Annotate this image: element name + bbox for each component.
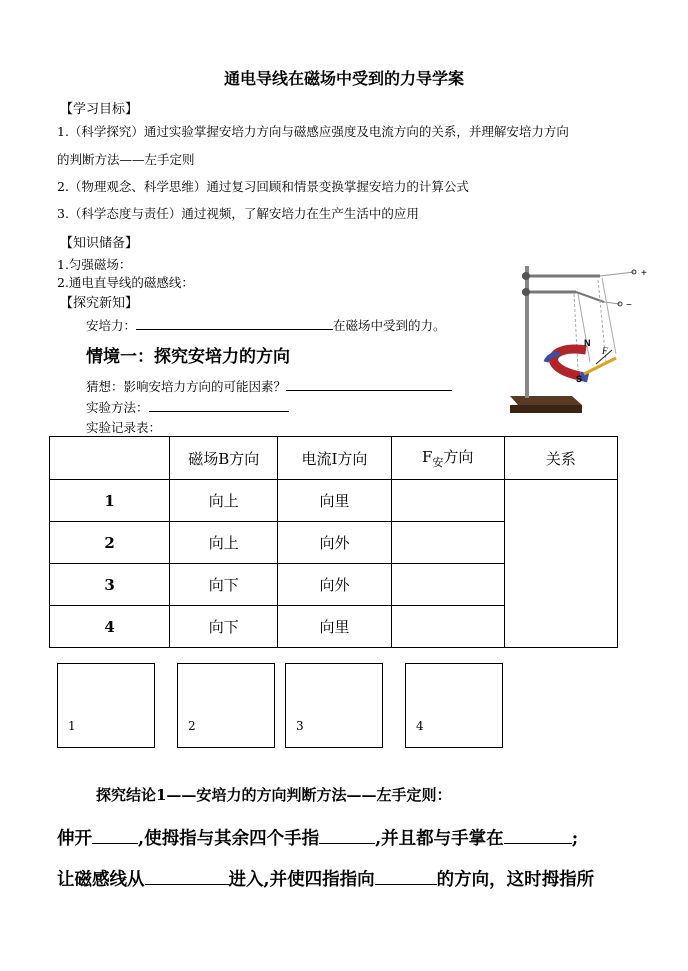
- row-f-blank[interactable]: [391, 480, 504, 522]
- table-row: [50, 480, 618, 522]
- row-f-blank[interactable]: [391, 564, 504, 606]
- record-table: [49, 436, 618, 648]
- header-f: [391, 437, 504, 480]
- row-f-blank[interactable]: [391, 522, 504, 564]
- stand-rod: [525, 266, 529, 398]
- knowledge-item-1: 1.匀强磁场：: [57, 257, 132, 272]
- ampere-blank[interactable]: [136, 317, 333, 330]
- header-f-tail: 方向: [443, 448, 474, 466]
- objective-3: 3.（科学态度与责任）通过视频，了解安培力在生产生活中的应用: [57, 206, 419, 221]
- base-front: [510, 405, 582, 413]
- box-label: 4: [416, 719, 424, 733]
- minus-label: −: [626, 300, 632, 311]
- method-line: [86, 398, 289, 416]
- header-i: 电流I方向: [278, 437, 391, 480]
- conclusion-line-2: [57, 866, 594, 891]
- drawing-box-4[interactable]: [405, 663, 503, 748]
- relation-blank[interactable]: [504, 480, 617, 648]
- row-number: 4: [50, 606, 170, 648]
- ampere-prefix: 安培力：: [86, 318, 137, 333]
- plus-label: +: [641, 268, 647, 279]
- box-label: 1: [68, 719, 76, 733]
- guess-blank[interactable]: [286, 378, 452, 391]
- row-number: 1: [50, 480, 170, 522]
- table-header-row: [50, 437, 618, 480]
- ampere-definition: [86, 316, 446, 334]
- knowledge-header: 【知识储备】: [60, 236, 139, 251]
- row-number: 3: [50, 564, 170, 606]
- l2-text-a: 让磁感线从: [57, 870, 145, 890]
- l1-text-a: 伸开: [57, 829, 92, 849]
- header-relation: 关系: [504, 437, 617, 480]
- ampere-suffix: 在磁场中受到的力。: [333, 318, 446, 333]
- guess-label: 猜想：影响安培力方向的可能因素？: [86, 379, 287, 394]
- l1-text-d: ;: [571, 829, 579, 849]
- row-i: 向外: [278, 564, 391, 606]
- header-f-main: F: [421, 448, 433, 466]
- row-i: 向里: [278, 480, 391, 522]
- knowledge-item-2: 2.通电直导线的磁感线：: [57, 275, 194, 290]
- page-title: 通电导线在磁场中受到的力导学案: [223, 69, 464, 88]
- l1-blank-3[interactable]: [504, 827, 572, 844]
- drawing-box-1[interactable]: [57, 663, 155, 748]
- l1-blank-2[interactable]: [319, 827, 375, 844]
- base-top: [510, 396, 582, 405]
- row-b: 向下: [170, 606, 278, 648]
- row-b: 向上: [170, 522, 278, 564]
- clamp-2: [522, 288, 530, 296]
- l1-text-c: ,并且都与手掌在: [375, 829, 504, 849]
- record-label: 实验记录表：: [86, 420, 162, 435]
- box-label: 3: [296, 719, 304, 733]
- header-f-sub: 安: [432, 456, 444, 469]
- method-blank[interactable]: [149, 399, 289, 412]
- explore-header: 【探究新知】: [60, 296, 139, 311]
- row-b: 向上: [170, 480, 278, 522]
- conclusion-title: 探究结论1——安培力的方向判断方法——左手定则：: [96, 786, 452, 804]
- objectives-header: 【学习目标】: [60, 102, 139, 117]
- header-empty: [50, 437, 170, 480]
- apparatus-figure: [488, 258, 658, 418]
- row-i: 向里: [278, 606, 391, 648]
- row-number: 2: [50, 522, 170, 564]
- hang-wire-1: [574, 294, 578, 370]
- l1-text-b: ,使拇指与其余四个手指: [138, 829, 320, 849]
- wire-plus: [600, 272, 634, 276]
- row-b: 向下: [170, 564, 278, 606]
- conclusion-line-1: [57, 825, 578, 850]
- guess-line: [86, 377, 452, 395]
- row-f-blank[interactable]: [391, 606, 504, 648]
- objective-1-line1: 1.（科学探究）通过实验掌握安培力方向与磁感应强度及电流方向的关系，并理解安培力方向: [57, 124, 569, 139]
- n-label: N: [584, 338, 591, 348]
- box-label: 2: [188, 719, 196, 733]
- drawing-box-2[interactable]: [177, 663, 275, 748]
- l2-text-c: 的方向，这时拇指所: [436, 870, 595, 890]
- objective-2: 2.（物理观念、科学思维）通过复习回顾和情景变换掌握安培力的计算公式: [57, 179, 469, 194]
- l2-text-b: 进入,并使四指指向: [228, 870, 375, 890]
- l1-blank-1[interactable]: [92, 827, 138, 844]
- clamp-1: [522, 272, 530, 280]
- l2-blank-1[interactable]: [145, 868, 229, 885]
- objective-1-line2: 的判断方法——左手定则: [57, 152, 195, 167]
- f-label: F: [602, 346, 608, 356]
- header-b: 磁场B方向: [170, 437, 278, 480]
- s-label: S: [576, 374, 583, 384]
- drawing-box-3[interactable]: [285, 663, 383, 748]
- l2-blank-2[interactable]: [375, 868, 437, 885]
- scenario-title: 情境一：探究安培力的方向: [86, 347, 290, 367]
- row-i: 向外: [278, 522, 391, 564]
- method-label: 实验方法：: [86, 400, 149, 415]
